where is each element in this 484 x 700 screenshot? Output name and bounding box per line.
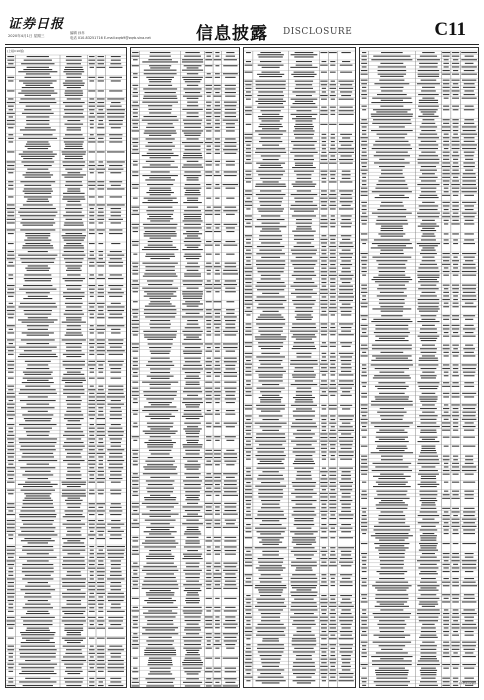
newspaper-logo: 证券日报 — [8, 17, 65, 32]
table-grid — [244, 48, 355, 687]
issue-date: 2020年4月1日 星期三 — [8, 34, 45, 38]
section-title: 信息披露 — [196, 24, 268, 44]
continued-on-label: (下转C12版) — [458, 681, 476, 685]
editor-name: 编辑 孙乔 — [70, 31, 85, 35]
table-column-4 — [359, 47, 479, 688]
section-subtitle: DISCLOSURE — [283, 27, 353, 37]
continued-from-label: (上接C10版) — [7, 49, 25, 53]
table-column-3 — [243, 47, 356, 688]
table-grid — [6, 48, 126, 687]
contact-info: 电话 010-83251716 E-mail:zqrb9@zqrb.sina.net — [70, 36, 151, 40]
table-column-1 — [5, 47, 127, 688]
table-grid — [131, 48, 239, 687]
masthead — [0, 0, 484, 46]
table-column-2 — [130, 47, 240, 688]
header-rule — [5, 44, 479, 45]
editor-info — [70, 31, 151, 41]
disclosure-tables — [5, 47, 479, 688]
table-grid — [360, 48, 478, 687]
page-number: C11 — [434, 19, 466, 40]
